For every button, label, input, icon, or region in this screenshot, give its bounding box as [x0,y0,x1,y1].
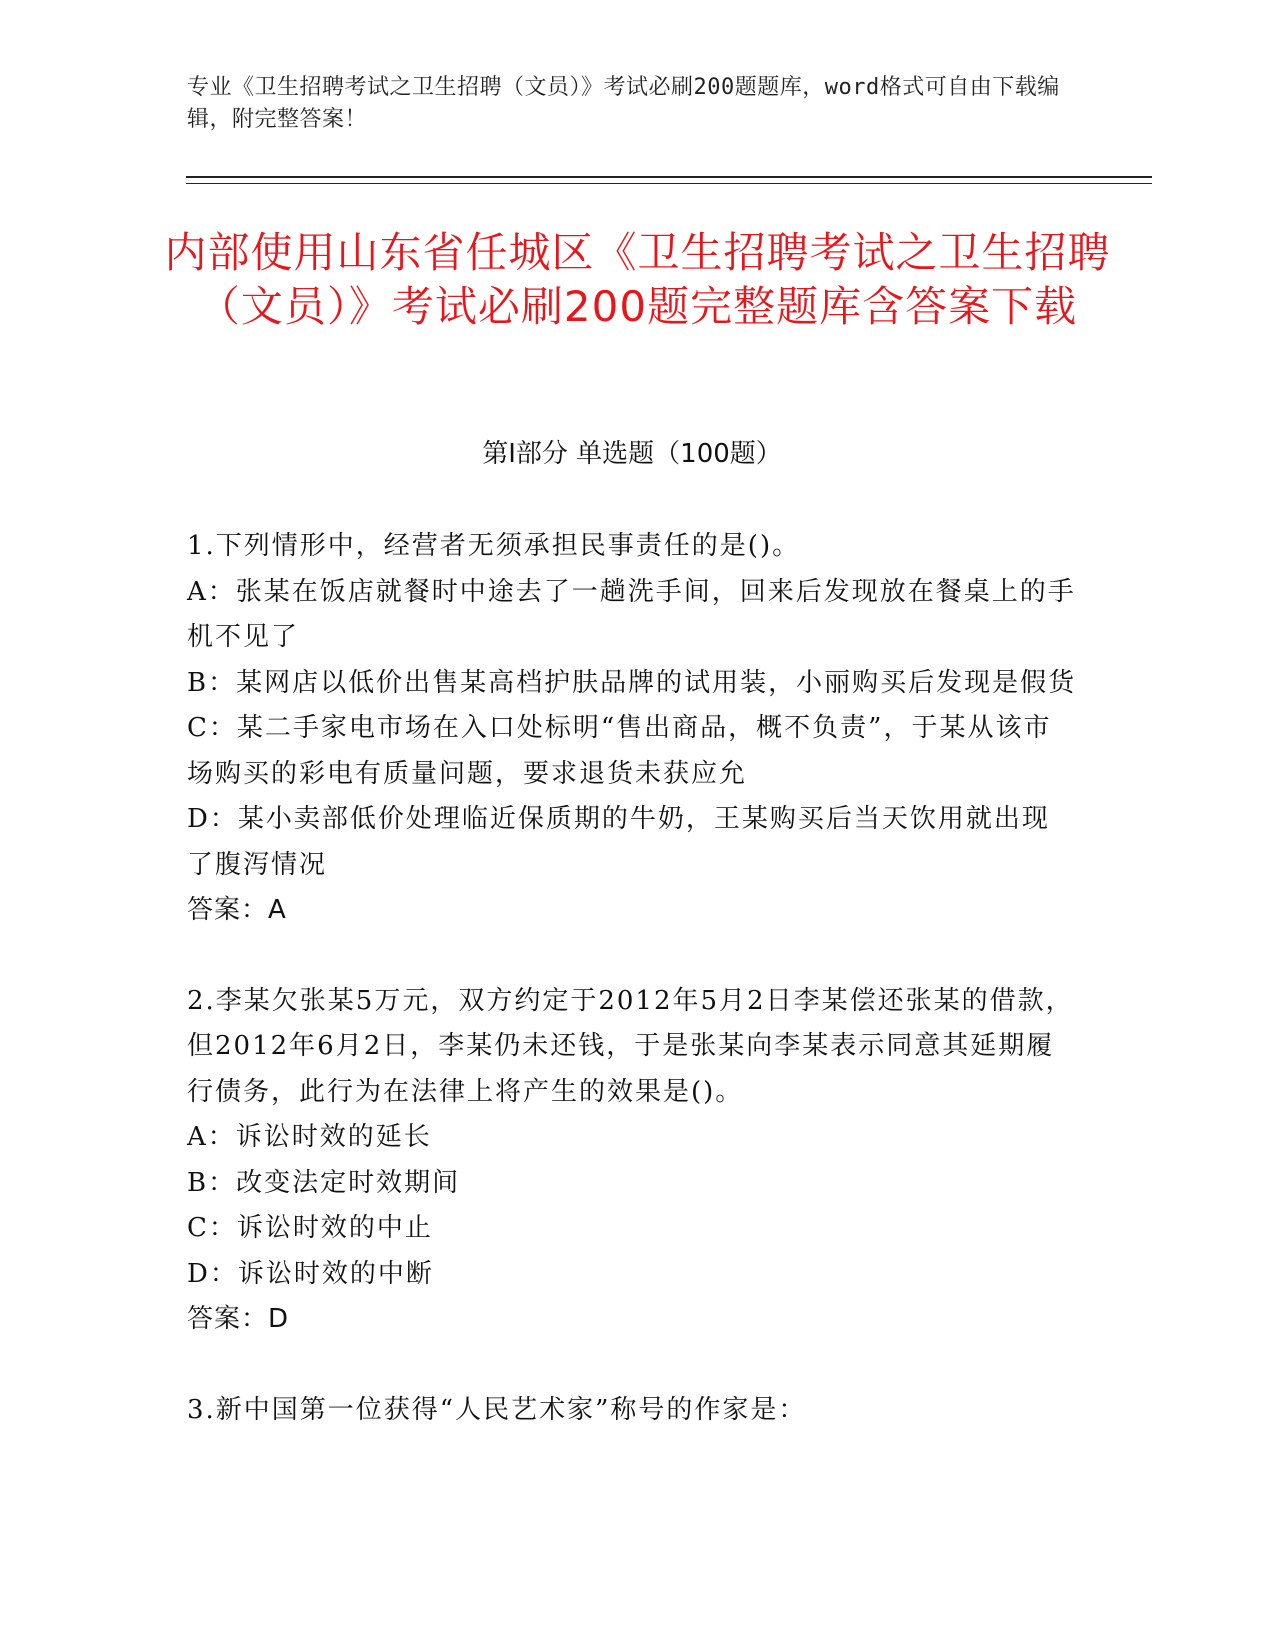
option-d: D：某小卖部低价处理临近保质期的牛奶，王某购买后当天饮用就出现了腹泻情况 [187,804,1050,880]
question-list [187,524,1077,1478]
question-3 [187,1388,1077,1434]
question-1 [187,524,1077,934]
option-c: C：诉讼时效的中止 [187,1213,433,1243]
option-c: C：某二手家电市场在入口处标明“售出商品，概不负责”，于某从该市场购买的彩电有质量问题，要求退货未获应允 [187,713,1052,789]
answer: 答案：D [187,1304,290,1334]
question-2 [187,979,1077,1343]
header-divider-thin [186,183,1152,184]
option-a: A：张某在饭店就餐时中途去了一趟洗手间，回来后发现放在餐桌上的手机不见了 [187,576,1076,652]
option-b: B：某网店以低价出售某高档护肤品牌的试用装，小丽购买后发现是假货 [187,667,1077,698]
header-note: 专业《卫生招聘考试之卫生招聘（文员）》考试必刷200题题库，word格式可自由下载编辑，附完整答案！ [187,75,1060,132]
document-title: 内部使用山东省任城区《卫生招聘考试之卫生招聘（文员）》考试必刷200题完整题库含答案下载 [164,228,1111,331]
option-b: B：改变法定时效期间 [187,1167,461,1198]
answer: 答案：A [187,895,287,925]
section-title: 第Ⅰ部分 单选题（100题） [482,439,782,469]
option-a: A：诉讼时效的延长 [187,1122,432,1152]
option-d: D：诉讼时效的中断 [187,1258,434,1289]
question-stem: 2.李某欠张某5万元，双方约定于2012年5月2日李某偿还张某的借款，但2012年6月2日，李某仍未还钱，于是张某向李某表示同意其延期履行债务，此行为在法律上将产生的效果是()。 [187,985,1074,1107]
header-divider-thick [186,176,1152,178]
question-stem: 3.新中国第一位获得“人民艺术家”称号的作家是： [187,1394,807,1425]
question-stem: 1.下列情形中，经营者无须承担民事责任的是()。 [187,531,801,561]
